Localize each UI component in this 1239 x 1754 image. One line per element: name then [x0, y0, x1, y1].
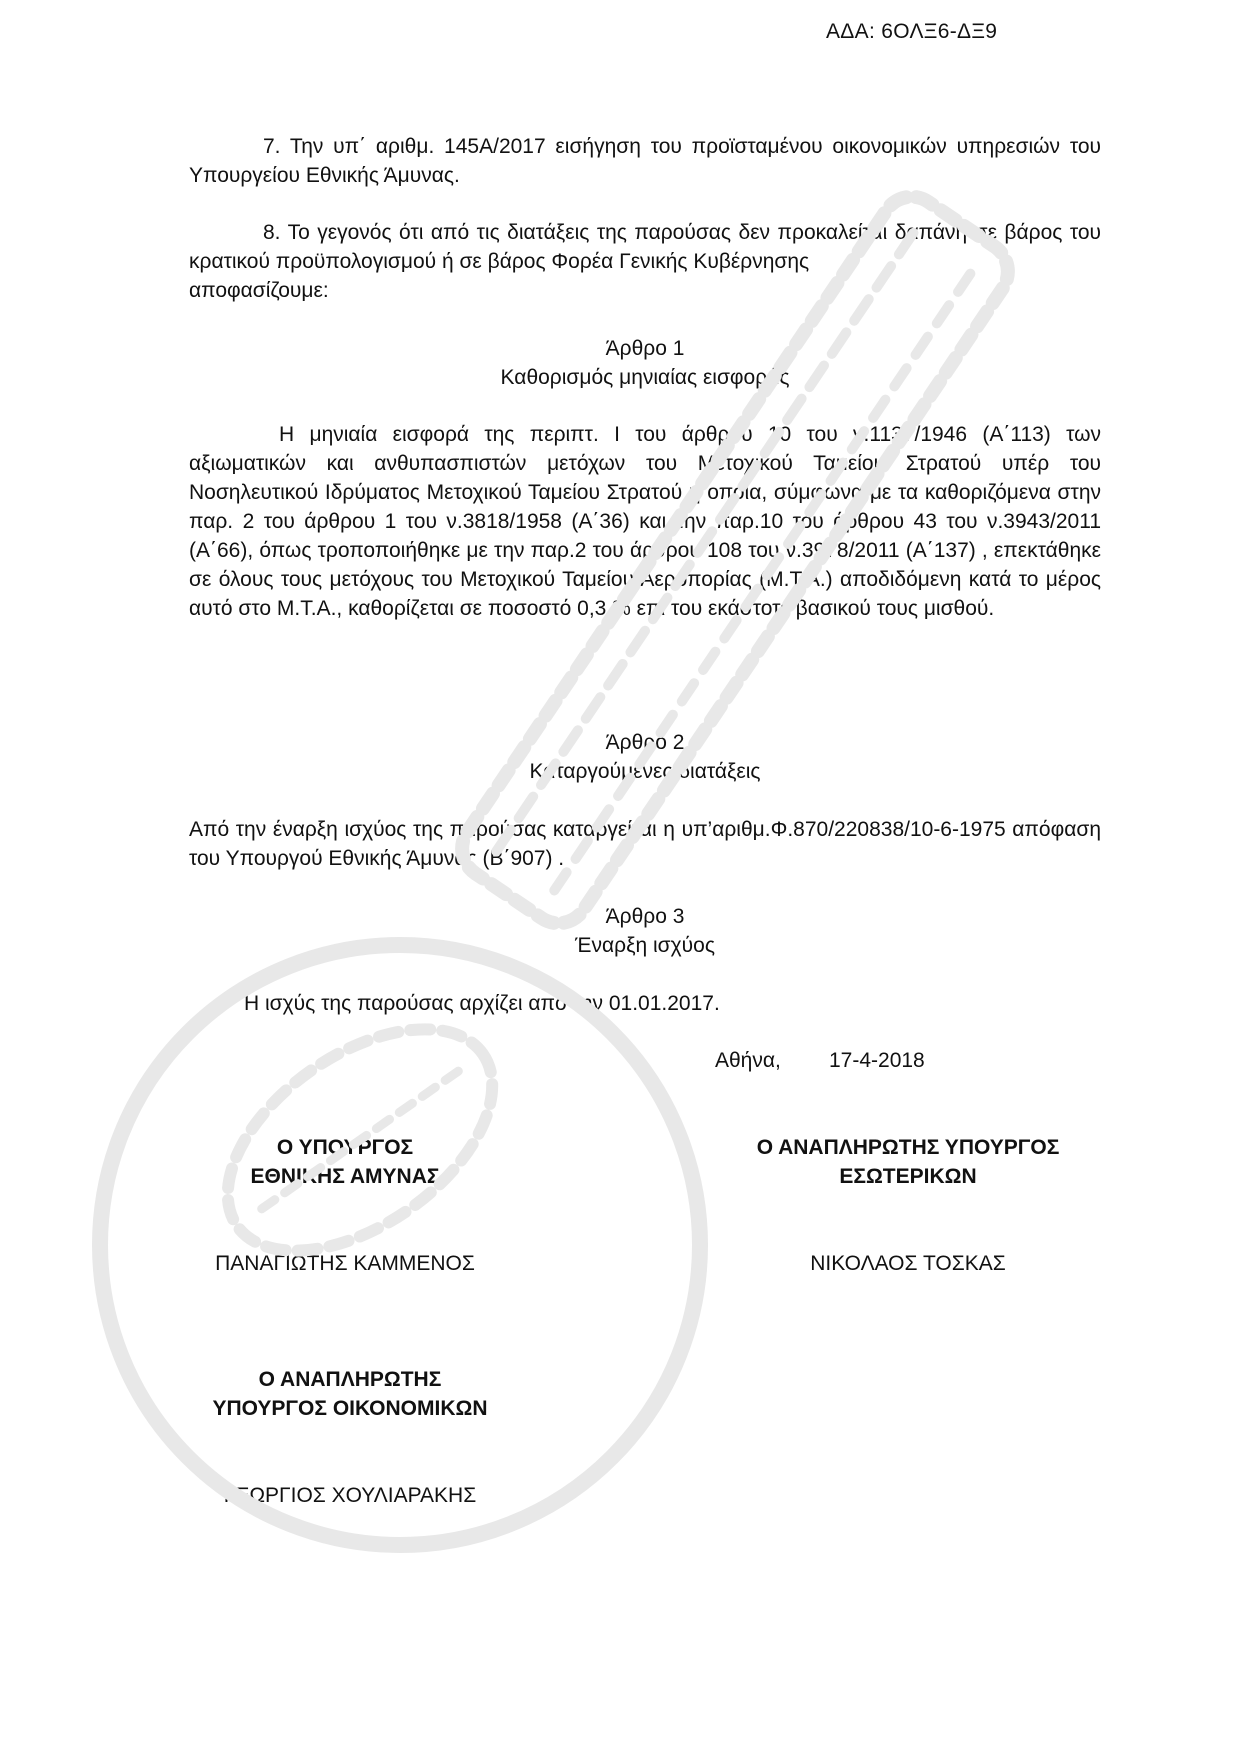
defense-minister-name: ΠΑΝΑΓΙΩΤΗΣ ΚΑΜΜΕΝΟΣ	[215, 1252, 475, 1275]
interior-title-line2: ΕΣΩΤΕΡΙΚΩΝ	[839, 1165, 977, 1188]
finance-minister-title	[180, 1365, 520, 1423]
interior-minister-title	[698, 1133, 1118, 1191]
article-1-title: Καθορισμός μηνιαίας εισφοράς	[500, 366, 790, 389]
interior-title-line1: Ο ΑΝΑΠΛΗΡΩΤΗΣ ΥΠΟΥΡΓΟΣ	[756, 1136, 1060, 1159]
article-1-heading: Άρθρο 1	[605, 337, 685, 360]
article-3-title: Έναρξη ισχύος	[575, 934, 715, 957]
consideration-7: 7. Την υπ΄ αριθμ. 145Α/2017 εισήγηση του προϊσταμένου οικονομικών υπηρεσιών του Υπουργείου Εθνικής Άμυνας.	[189, 135, 1101, 187]
decision-word: αποφασίζουμε:	[189, 279, 329, 302]
date-place: Αθήνα,	[715, 1049, 781, 1072]
article-3-heading: Άρθρο 3	[605, 905, 685, 928]
article-2-text: Από την έναρξη ισχύος της παρούσας καταργείται η υπ’αριθμ.Φ.870/220838/10-6-1975 απόφαση του Υπουργού Εθνικής Άμυνας (Β΄907) .	[189, 818, 1101, 870]
article-3-text: Η ισχύς της παρούσας αρχίζει από την 01.01.2017.	[244, 992, 720, 1015]
finance-minister-name: ΓΕΩΡΓΙΟΣ ΧΟΥΛΙΑΡΑΚΗΣ	[223, 1484, 477, 1507]
defense-minister-title	[190, 1133, 500, 1191]
finance-title-line2: ΥΠΟΥΡΓΟΣ ΟΙΚΟΝΟΜΙΚΩΝ	[212, 1397, 488, 1420]
article-2-heading: Άρθρο 2	[605, 731, 685, 754]
defense-title-line2: ΕΘΝΙΚΗΣ ΑΜΥΝΑΣ	[250, 1165, 440, 1188]
article-2-title: Καταργούμενες διατάξεις	[529, 760, 761, 783]
date-value: 17-4-2018	[829, 1049, 925, 1072]
ada-code: ΑΔΑ: 6ΟΛΞ6-ΔΞ9	[826, 20, 998, 43]
interior-minister-name: ΝΙΚΟΛΑΟΣ ΤΟΣΚΑΣ	[810, 1252, 1006, 1275]
consideration-8: 8. Το γεγονός ότι από τις διατάξεις της παρούσας δεν προκαλείται δαπάνη σε βάρος του κρατικού προϋπολογισμού ή σε βάρος Φορέα Γενικής Κυβέρνησης	[189, 221, 1101, 273]
finance-title-line1: Ο ΑΝΑΠΛΗΡΩΤΗΣ	[258, 1368, 442, 1391]
defense-title-line1: Ο ΥΠΟΥΡΓΟΣ	[276, 1136, 414, 1159]
article-1-text: Η μηνιαία εισφορά της περιπτ. Ι του άρθρου 10 του ν.1137/1946 (Α΄113) των αξιωματικών και ανθυπασπιστών μετόχων του Μετοχικού Ταμείου Στρατού υπέρ του Νοσηλευτικού Ιδρύματος Μετοχικού Ταμείου Στρατού η οποία, σύμφωνα με τα καθοριζόμενα στην παρ. 2 του άρθρου 1 του ν.3818/1958 (Α΄36) και την παρ.10 του άρθρου 43 του ν.3943/2011 (Α΄66), όπως τροποποιήθηκε με την παρ.2 του άρθρου 108 του ν.3978/2011 (Α΄137) , επεκτάθηκε σε όλους τους μετόχους του Μετοχικού Ταμείου Αεροπορίας (Μ.Τ.Α.) αποδιδόμενη κατά το μέρος αυτό στο Μ.Τ.Α., καθορίζεται σε ποσοστό 0,3 % επί του εκάστοτε βασικού τους μισθού.	[189, 423, 1101, 620]
